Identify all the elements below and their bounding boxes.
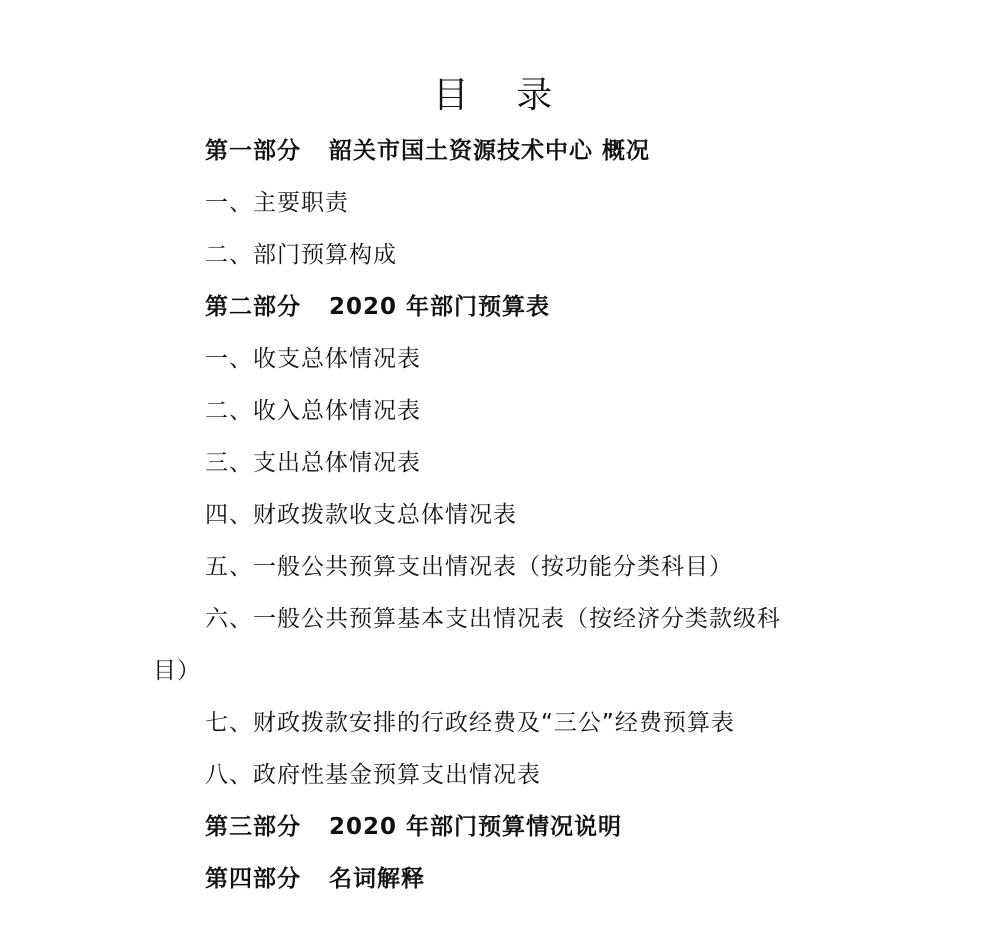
toc-part-3-title: 2020 年部门预算情况说明	[329, 814, 623, 840]
toc-part-3	[205, 812, 622, 842]
toc-part-1	[205, 136, 650, 166]
toc-part-2-title: 2020 年部门预算表	[329, 294, 551, 320]
toc-part-3-label: 第三部分	[205, 814, 301, 840]
toc-item-public-budget-by-function: 五、一般公共预算支出情况表（按功能分类科目）	[205, 554, 733, 580]
toc-item-public-budget-basic-line2: 目）	[153, 658, 201, 684]
toc-item-main-duties: 一、主要职责	[205, 190, 349, 216]
toc-part-1-label: 第一部分	[205, 138, 301, 164]
toc-item-public-budget-basic-line1: 六、一般公共预算基本支出情况表（按经济分类款级科	[205, 606, 781, 632]
toc-part-4-title: 名词解释	[329, 866, 425, 892]
toc-item-budget-composition: 二、部门预算构成	[205, 242, 397, 268]
toc-item-expenditure-overall: 三、支出总体情况表	[205, 450, 421, 476]
toc-part-4-label: 第四部分	[205, 866, 301, 892]
toc-item-fiscal-appropriation: 四、财政拨款收支总体情况表	[205, 502, 517, 528]
toc-part-2	[205, 292, 550, 322]
toc-item-government-fund: 八、政府性基金预算支出情况表	[205, 762, 541, 788]
toc-item-revenue-overall: 二、收入总体情况表	[205, 398, 421, 424]
toc-part-4	[205, 864, 425, 894]
toc-item-revenue-expenditure-overall: 一、收支总体情况表	[205, 346, 421, 372]
toc-title: 目 录	[432, 75, 571, 116]
toc-item-administrative-three-public: 七、财政拨款安排的行政经费及“三公”经费预算表	[205, 710, 735, 736]
toc-part-2-label: 第二部分	[205, 294, 301, 320]
toc-part-1-title: 韶关市国土资源技术中心 概况	[329, 138, 651, 164]
